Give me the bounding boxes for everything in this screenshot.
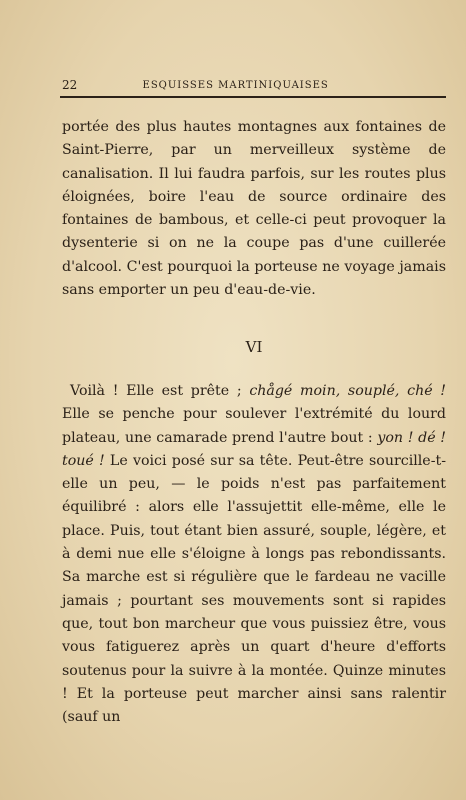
paragraph-2-text-1: Voilà ! Elle est prête ; bbox=[70, 383, 250, 399]
header-rule bbox=[60, 96, 446, 98]
paragraph-2-text-2: Elle se penche pour soulever l'extrémité du lourd plateau, une camarade prend l'autre bout : bbox=[62, 406, 446, 446]
running-title: ESQUISSES MARTINIQUAISES bbox=[142, 79, 329, 91]
paragraph-2 bbox=[62, 380, 446, 729]
section-heading: VI bbox=[245, 338, 263, 356]
page-number: 22 bbox=[62, 78, 78, 92]
running-header bbox=[62, 76, 446, 94]
paragraph-2-text-3: Le voici posé sur sa tête. Peut-être sourcille-t-elle un peu, — le poids n'est pas parfaitement équilibré : alors elle l'assujettit elle-même, elle le place. Puis, tout étant bien assuré, souple, légère, et à demi nue elle s'éloigne à longs pas rebondissants. Sa marche est si régulière que le fardeau ne vacille jamais ; pourtant ses mouvements sont si rapides que, tout bon marcheur que vous puissiez être, vous vous fatiguerez après un quart d'heure d'efforts soutenus pour la suivre à la montée. Quinze minutes ! Et la porteuse peut marcher ainsi sans ralentir (sauf un bbox=[62, 452, 446, 726]
paragraph-1: portée des plus hautes montagnes aux fontaines de Saint-Pierre, par un merveilleux système de canalisation. Il lui faudra parfois, sur les routes plus éloignées, boire l'eau de source ordinaire des fontaines de bambous, et celle-ci peut provoquer la dysenterie si on ne la coupe pas d'une cuillerée d'alcool. C'est pourquoi la porteuse ne voyage jamais sans emporter un peu d'eau-de-vie. bbox=[62, 119, 446, 299]
paragraph-2-creole-1: chågé moin, souplé, ché ! bbox=[249, 383, 447, 399]
paragraph-2-creole-2: yon ! dé ! toué ! bbox=[62, 429, 446, 469]
